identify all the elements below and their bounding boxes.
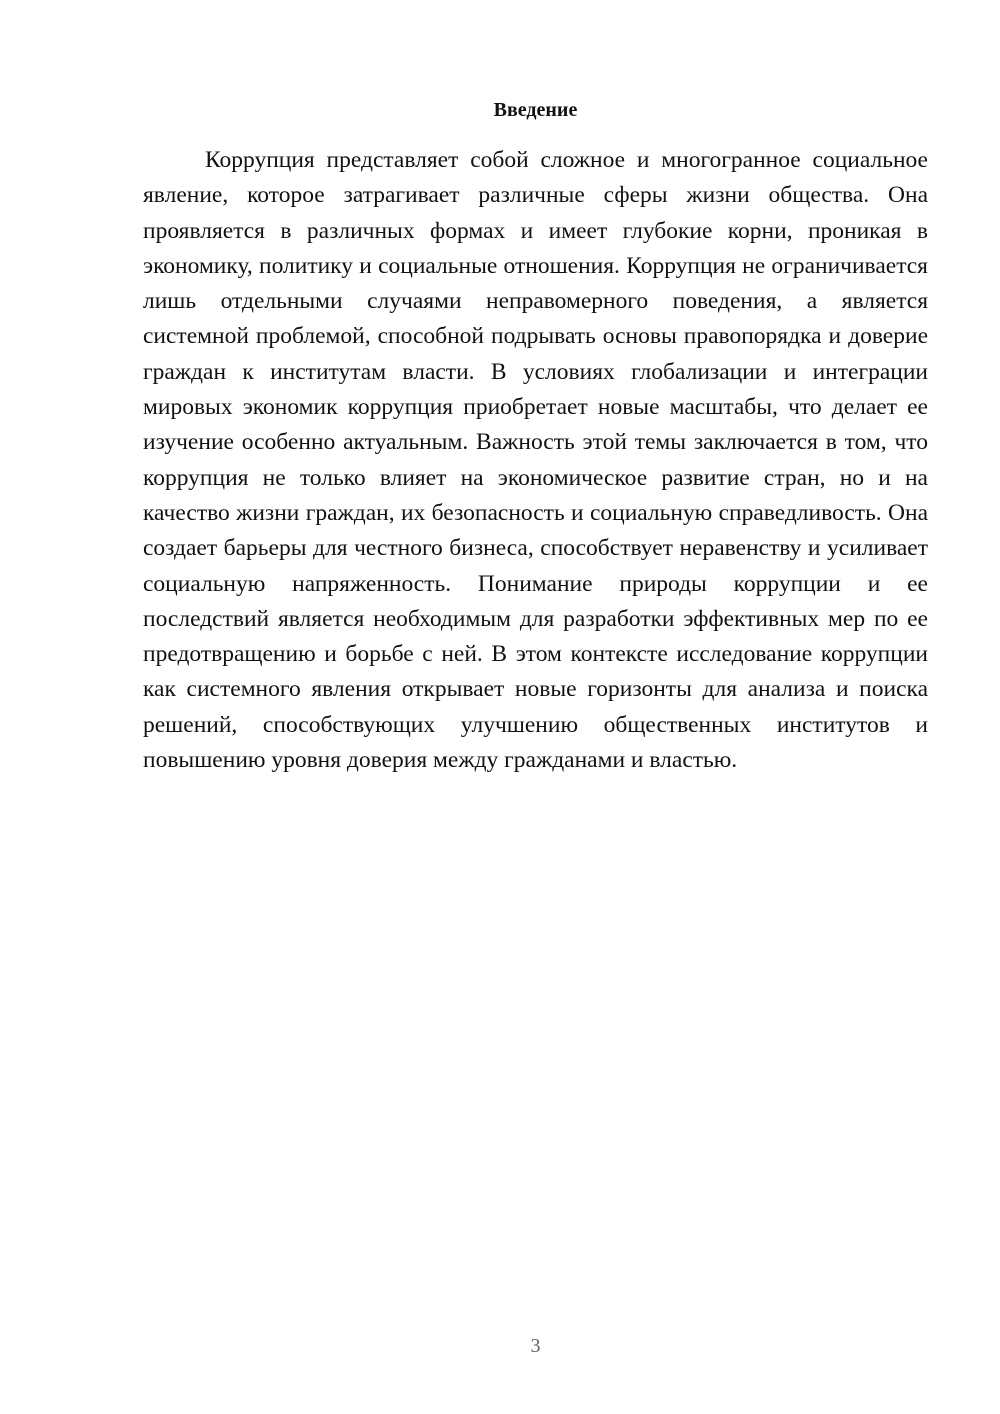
section-title: Введение bbox=[493, 99, 578, 121]
page-number: 3 bbox=[530, 1335, 541, 1357]
body-paragraph: Коррупция представляет собой сложное и многогранное социальное явление, которое затрагивает различные сферы жизни общества. Она проявляется в различных формах и имеет глубокие корни, проникая в экономику, политику и социальные отношения. Коррупция не ограничивается лишь отдельными случаями неправомерного поведения, а является системной проблемой, способной подрывать основы правопорядка и доверие граждан к институтам власти. В условиях глобализации и интеграции мировых экономик коррупция приобретает новые масштабы, что делает ее изучение особенно актуальным. Важность этой темы заключается в том, что коррупция не только влияет на экономическое развитие стран, но и на качество жизни граждан, их безопасность и социальную справедливость. Она создает барьеры для честного бизнеса, способствует неравенству и усиливает социальную напряженность. Понимание природы коррупции и ее последствий является необходимым для разработки эффективных мер по ее предотвращению и борьбе с ней. В этом контексте исследование коррупции как системного явления открывает новые горизонты для анализа и поиска решений, способствующих улучшению общественных институтов и повышению уровня доверия между гражданами и властью. bbox=[143, 147, 928, 774]
